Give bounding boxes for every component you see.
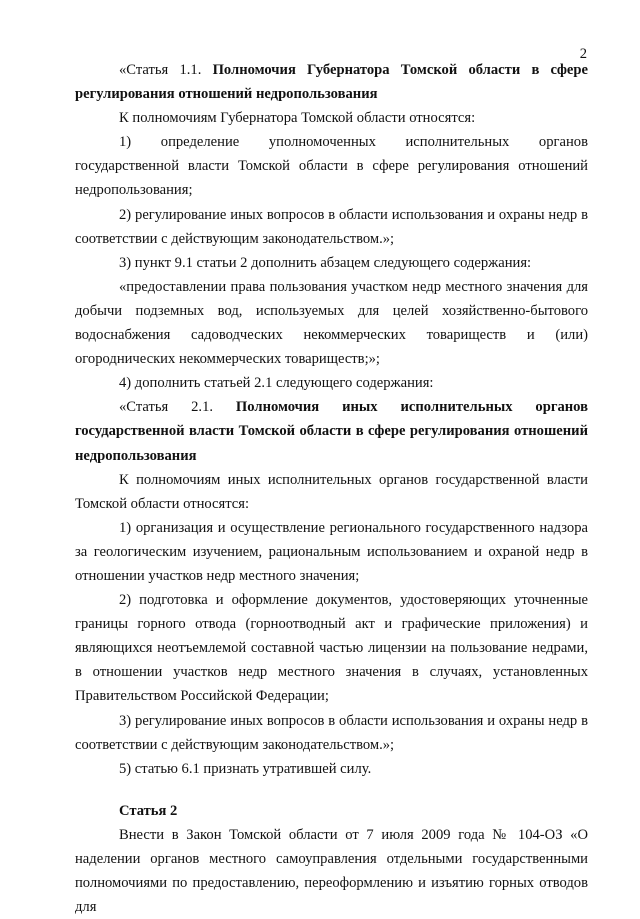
paragraph: 3) регулирование иных вопросов в области использования и охраны недр в соответствии с действующим законодательством.»; [75,712,588,753]
article-2-text: Внести в Закон Томской области от 7 июля 2009 года № 104-ОЗ «О наделении органов местного самоуправления отдельными государственными полномочиями по предоставлению, переоформлению и изъятию горных отводов для [75,826,588,916]
document-body [75,58,588,919]
article-2-1-title [75,395,588,467]
paragraph: «предоставлении права пользования участком недр местного значения для добычи подземных вод, используемых для целей хозяйственно-бытового водоснабжения садоводческих некоммерческих товариществ и (или) огороднических некоммерческих товариществ;»; [75,278,588,368]
article-1-1-heading: Полномочия Губернатора Томской области в сфере регулирования отношений недропользования [75,62,588,103]
paragraph: 1) определение уполномоченных исполнительных органов государственной власти Томской области в сфере регулирования отношений недропользования; [75,134,588,199]
paragraph: 2) регулирование иных вопросов в области использования и охраны недр в соответствии с действующим законодательством.»; [75,206,588,247]
paragraph: К полномочиям Губернатора Томской области относятся: [119,110,476,127]
paragraph: 3) пункт 9.1 статьи 2 дополнить абзацем следующего содержания: [119,254,532,271]
article-2-heading: Статья 2 [119,802,178,819]
article-1-1-title [75,58,588,106]
article-2-1-label: «Статья 2.1. [119,399,236,416]
paragraph: 4) дополнить статьей 2.1 следующего содержания: [119,375,434,392]
article-1-1-label: «Статья 1.1. [119,62,213,78]
page-number: 2 [579,46,587,62]
paragraph: К полномочиям иных исполнительных органов государственной власти Томской области относятся: [75,471,588,512]
paragraph: 2) подготовка и оформление документов, удостоверяющих уточненные границы горного отвода (горноотводный акт и графические приложения) и являющихся неотъемлемой составной частью лицензии на пользование недрами, в отношении участков недр местного значения в случаях, установленных Правительством Российской Федерации; [75,592,588,705]
section-gap [75,781,588,799]
article-2-1-heading: Полномочия иных исполнительных органов государственной власти Томской области в сфере регулирования отношений недропользования [75,399,588,464]
paragraph: 5) статью 6.1 признать утратившей силу. [119,760,372,777]
paragraph: 1) организация и осуществление регионального государственного надзора за геологическим изучением, рациональным использованием и охраной недр в отношении участков недр местного значения; [75,519,588,584]
